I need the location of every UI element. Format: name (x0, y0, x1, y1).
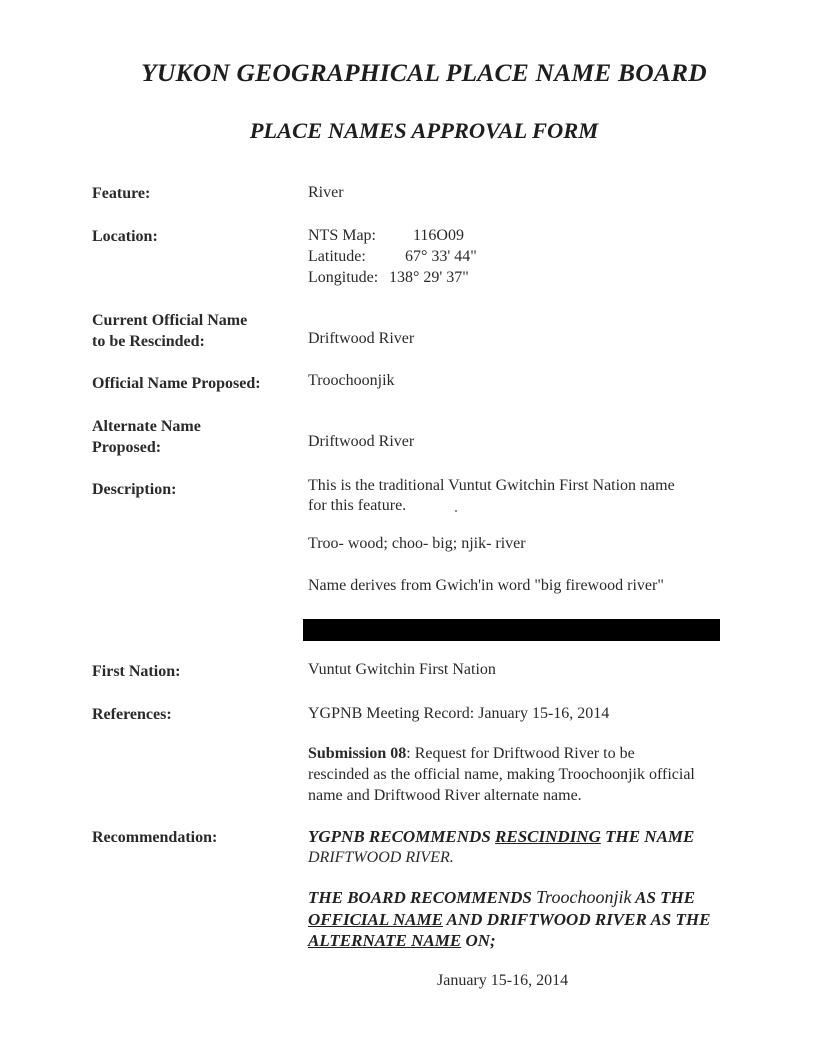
current-name-value: Driftwood River (308, 330, 415, 347)
references-line-3: rescinded as the official name, making Troochoonjik official (308, 766, 695, 783)
rec-p2-name: Troochoonjik (536, 887, 632, 907)
official-proposed-label: Official Name Proposed: (92, 375, 261, 392)
feature-value: River (308, 184, 344, 201)
rec-p1-text-a: YGPNB RECOMMENDS (308, 827, 496, 846)
alternate-name-label-line2: Proposed: (92, 439, 162, 456)
feature-label: Feature: (92, 185, 151, 202)
nts-map-value: 116O09 (413, 227, 464, 244)
scan-speck (455, 510, 457, 512)
rec-p2-text-b: AS THE (631, 888, 696, 907)
nts-map-label: NTS Map: (308, 227, 376, 244)
description-line-2: for this feature. (308, 497, 407, 514)
description-line-1: This is the traditional Vuntut Gwitchin First Nation name (308, 477, 675, 494)
current-name-label-line1: Current Official Name (92, 312, 248, 329)
latitude-label: Latitude: (308, 248, 366, 265)
recommendation-date: January 15-16, 2014 (437, 972, 569, 989)
rec-p2-underlined-alternate: ALTERNATE NAME (308, 931, 462, 950)
document-title: YUKON GEOGRAPHICAL PLACE NAME BOARD (141, 58, 707, 87)
official-proposed-value: Troochoonjik (308, 372, 395, 389)
rec-p2-underlined-official: OFFICIAL NAME (308, 910, 443, 929)
location-label: Location: (92, 228, 158, 245)
rec-p1-text-b: THE NAME (600, 827, 695, 846)
first-nation-value: Vuntut Gwitchin First Nation (308, 661, 496, 678)
form-subtitle: PLACE NAMES APPROVAL FORM (249, 118, 599, 143)
rec-p2-text-c: AND DRIFTWOOD RIVER AS THE (442, 910, 711, 929)
description-label: Description: (92, 481, 177, 498)
references-submission-line (308, 744, 635, 765)
recommendation-p1-line1 (308, 826, 694, 847)
description-line-4: Name derives from Gwich'in word "big firewood river" (308, 577, 664, 594)
current-name-label-line2: to be Rescinded: (92, 333, 205, 350)
description-line-3: Troo- wood; choo- big; njik- river (308, 535, 526, 552)
alternate-name-value: Driftwood River (308, 433, 415, 450)
references-line-1: YGPNB Meeting Record: January 15-16, 2014 (308, 705, 610, 722)
latitude-value: 67° 33' 44" (405, 248, 477, 265)
longitude-label: Longitude: (308, 269, 379, 286)
recommendation-p1-line2: DRIFTWOOD RIVER. (308, 849, 454, 866)
recommendation-p2-line3 (308, 930, 496, 951)
rec-p2-text-d: ON; (461, 931, 496, 950)
rec-p1-underlined: RESCINDING (495, 827, 601, 846)
submission-number: Submission 08 (308, 745, 407, 762)
recommendation-p2-line2 (308, 909, 710, 930)
rec-p2-text-a: THE BOARD RECOMMENDS (308, 888, 537, 907)
references-label: References: (92, 706, 172, 723)
longitude-value: 138° 29' 37" (389, 269, 469, 286)
first-nation-label: First Nation: (92, 663, 181, 680)
redaction-bar (303, 619, 720, 641)
references-line-4: name and Driftwood River alternate name. (308, 787, 582, 804)
submission-text: : Request for Driftwood River to be (406, 745, 635, 762)
recommendation-label: Recommendation: (92, 829, 218, 846)
alternate-name-label-line1: Alternate Name (92, 418, 201, 435)
recommendation-p2-line1 (308, 887, 695, 908)
